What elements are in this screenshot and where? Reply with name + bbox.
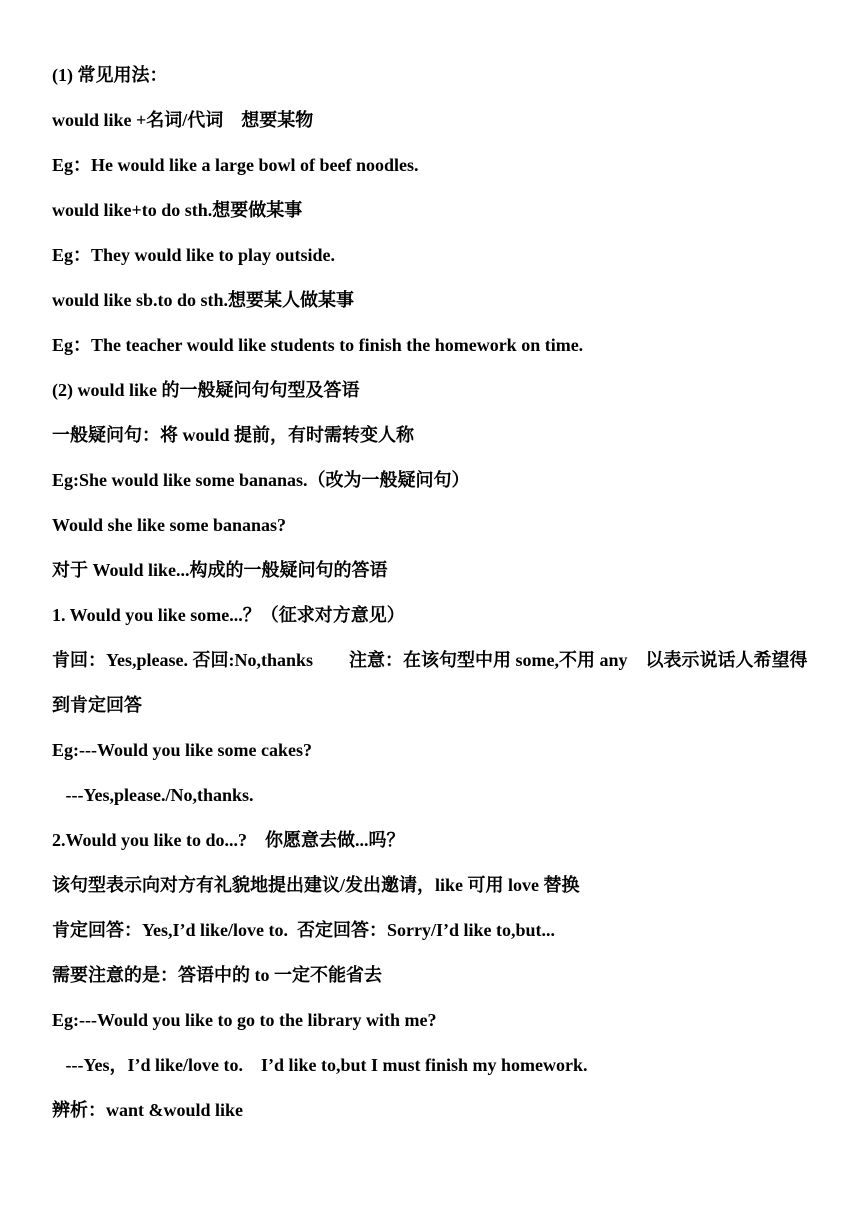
text-line: 该句型表示向对方有礼貌地提出建议/发出邀请，like 可用 love 替换 <box>52 875 580 895</box>
text-line-question-heading: (2) would like 的一般疑问句句型及答语 <box>52 380 360 400</box>
text-line-note: 肯回：Yes,please. 否回:No,thanks 注意：在该句型中用 some,不用 any 以表示说话人希望得到肯定回答 <box>52 650 808 715</box>
text-line: 肯定回答：Yes,I’d like/love to. 否定回答：Sorry/I’d like to,but... <box>52 920 556 940</box>
text-line: ---Yes,please./No,thanks. <box>52 785 254 805</box>
text-line: would like +名词/代词 想要某物 <box>52 110 314 130</box>
text-line: would like+to do sth.想要做某事 <box>52 200 303 220</box>
text-line: 1. Would you like some...？（征求对方意见） <box>52 605 405 625</box>
text-line: would like sb.to do sth.想要某人做某事 <box>52 290 355 310</box>
text-line: Eg：The teacher would like students to finish the homework on time. <box>52 335 584 355</box>
text-line-comparison-heading: 辨析：want &would like <box>52 1100 244 1120</box>
text-line: Eg:She would like some bananas.（改为一般疑问句） <box>52 470 470 490</box>
text-line: 需要注意的是：答语中的 to 一定不能省去 <box>52 965 382 985</box>
text-line: Eg:---Would you like some cakes? <box>52 740 313 760</box>
text-line: Eg：They would like to play outside. <box>52 245 336 265</box>
text-line-usage-heading: (1) 常见用法： <box>52 65 168 85</box>
text-line: Eg:---Would you like to go to the library with me? <box>52 1010 437 1030</box>
text-line: 对于 Would like...构成的一般疑问句的答语 <box>52 560 388 580</box>
text-line: 2.Would you like to do...? 你愿意去做...吗？ <box>52 830 405 850</box>
text-line: ---Yes，I’d like/love to. I’d like to,but I must finish my homework. <box>52 1055 588 1075</box>
text-line: Would she like some bananas? <box>52 515 287 535</box>
text-line: Eg：He would like a large bowl of beef noodles. <box>52 155 419 175</box>
text-line: 一般疑问句：将 would 提前，有时需转变人称 <box>52 425 415 445</box>
